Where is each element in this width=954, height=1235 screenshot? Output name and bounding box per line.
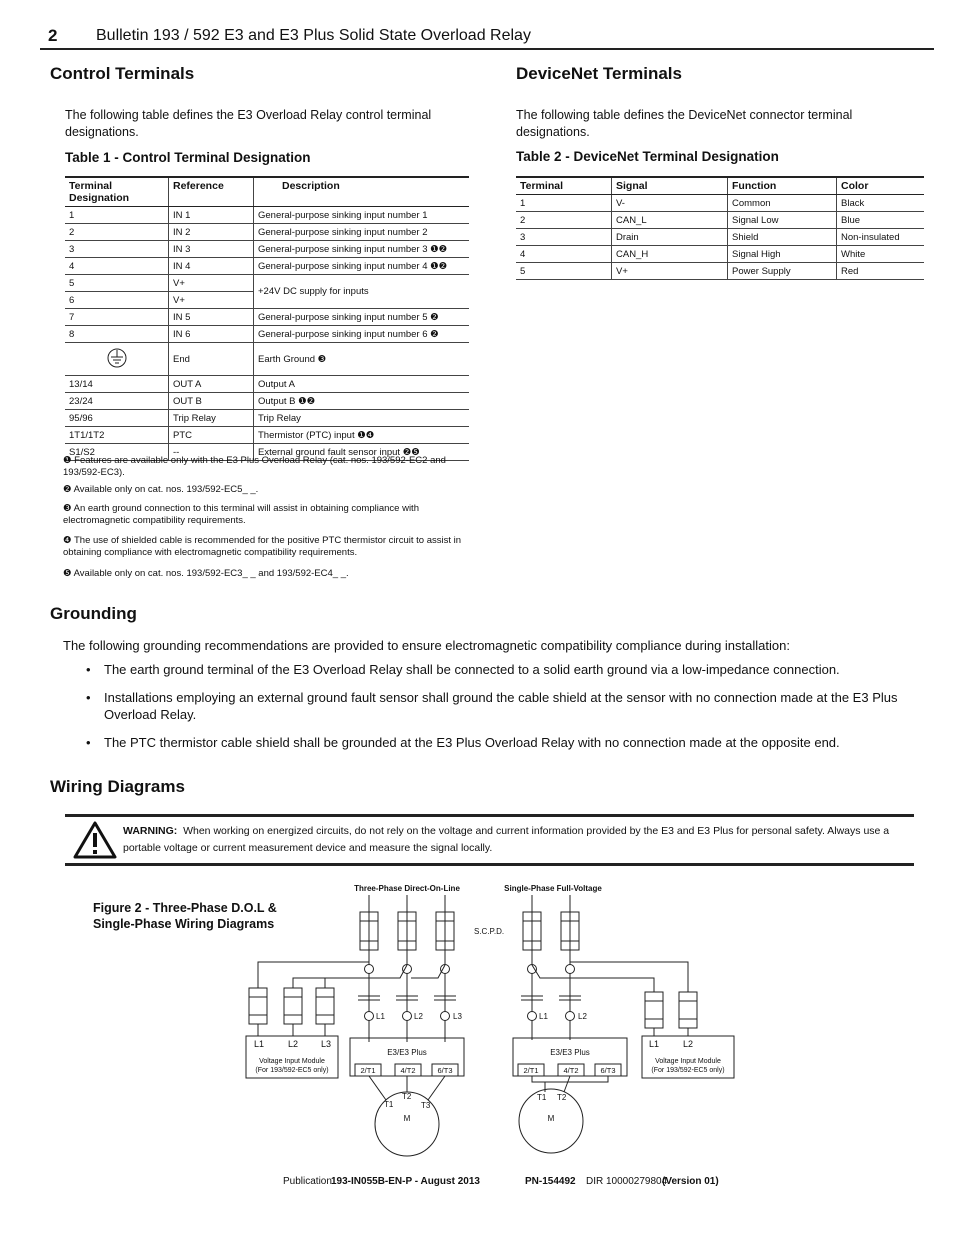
cell: 2 [65,224,169,241]
diagram-title-left: Three-Phase Direct-On-Line [354,884,460,893]
cell: Power Supply [728,263,837,280]
cell: General-purpose sinking input number 1 [254,207,470,224]
cell: General-purpose sinking input number 4 ❶❷ [254,258,470,275]
table-row [65,326,469,343]
diagram-title-right: Single-Phase Full-Voltage [504,884,602,893]
grounding-bullet-1 [86,661,924,678]
col-signal: Signal [612,177,728,195]
cell: Common [728,195,837,212]
cell: +24V DC supply for inputs [254,275,470,309]
table-row [65,224,469,241]
devicenet-terminal-table [516,176,924,280]
part-number: PN-154492 [525,1176,576,1187]
col-reference: Reference [169,177,254,207]
cell: General-purpose sinking input number 5 ❷ [254,309,470,326]
figure-caption-line-2: Single-Phase Wiring Diagrams [93,917,275,931]
vim-left-l1: L1 [254,1039,265,1049]
col-description: Description [254,177,470,207]
cell: Shield [728,229,837,246]
relay-right-4t2: 4/T2 [563,1066,579,1075]
cell: General-purpose sinking input number 3 ❶❷ [254,241,470,258]
cell: 13/14 [65,376,169,393]
cell: IN 1 [169,207,254,224]
footnote-2: ❷ Available only on cat. nos. 193/592-EC5_ _. [63,484,259,495]
cell: OUT A [169,376,254,393]
cell: 2 [516,212,612,229]
cell: Trip Relay [169,410,254,427]
cell: Black [837,195,925,212]
cell: 1 [516,195,612,212]
cell: V+ [612,263,728,280]
motor-left-t2: T2 [402,1092,412,1101]
cell: 1T1/1T2 [65,427,169,444]
cell: 4 [516,246,612,263]
motor-left-t1: T1 [384,1100,394,1109]
vim-left-l3: L3 [321,1039,332,1049]
cell: IN 6 [169,326,254,343]
cell: V+ [169,275,254,292]
table-row [65,309,469,326]
bullet-text: The earth ground terminal of the E3 Overload Relay shall be connected to a solid earth ground via a low-impedance connection. [104,662,840,677]
table-row [65,241,469,258]
col-terminal: Terminal [516,177,612,195]
table-row [516,229,924,246]
col-terminal-designation: Terminal Designation [65,177,169,207]
cell: Signal Low [728,212,837,229]
vim-right-l1: L1 [649,1039,660,1049]
label-l1: L1 [376,1012,385,1021]
table-row [65,393,469,410]
devicenet-intro: The following table defines the DeviceNet connector terminal designations. [516,108,853,139]
table-row [65,258,469,275]
scpd-label: S.C.P.D. [474,927,505,936]
cell: Output B ❶❷ [254,393,470,410]
cell: Thermistor (PTC) input ❶❹ [254,427,470,444]
vim-left-l2: L2 [288,1039,299,1049]
warning-message: When working on energized circuits, do not rely on the voltage and current information provided by the E3 and E3 Plus for personal safety. Always use a portable voltage or current measurement device and measure the signal locally. [123,825,890,854]
footnote-5: ❺ Available only on cat. nos. 193/592-EC3_ _ and 193/592-EC4_ _. [63,568,349,579]
earth-ground-icon [106,347,128,369]
table-row [516,246,924,263]
motor-right-t2: T2 [557,1093,567,1102]
page-number: 2 [48,26,58,45]
cell: 7 [65,309,169,326]
relay-left-4t2: 4/T2 [400,1066,416,1075]
cell: Signal High [728,246,837,263]
publication-label: Publication [283,1176,332,1187]
cell: Non-insulated [837,229,925,246]
table-row [516,263,924,280]
col-color: Color [837,177,925,195]
cell: White [837,246,925,263]
cell: General-purpose sinking input number 2 [254,224,470,241]
table1-caption: Table 1 - Control Terminal Designation [65,150,311,165]
bullet-dot: • [86,735,91,750]
label-l2-sp: L2 [578,1012,587,1021]
cell: IN 2 [169,224,254,241]
cell: IN 4 [169,258,254,275]
vim-left-label: Voltage Input Module [259,1058,325,1065]
grounding-intro: The following grounding recommendations are provided to ensure electromagnetic compatibility compliance during installation: [63,638,790,653]
bullet-dot: • [86,662,91,677]
cell: V+ [169,292,254,309]
vim-right-label: Voltage Input Module [655,1058,721,1065]
vim-right-l2: L2 [683,1039,694,1049]
table-row [65,275,469,292]
footnote-3: ❸ An earth ground connection to this terminal will assist in obtaining compliance with electromagnetic compatibility requirements. [63,503,419,526]
cell: 23/24 [65,393,169,410]
warning-text [123,823,903,857]
table-row [65,427,469,444]
table-row [516,212,924,229]
vim-left-sublabel: (For 193/592-EC5 only) [255,1067,329,1074]
grounding-bullet-2 [86,689,924,723]
page-title: Bulletin 193 / 592 E3 and E3 Plus Solid State Overload Relay [96,27,531,44]
table-row [516,195,924,212]
cell: IN 3 [169,241,254,258]
cell: 3 [516,229,612,246]
cell: 3 [65,241,169,258]
vim-right-sublabel: (For 193/592-EC5 only) [651,1067,725,1074]
devicenet-heading: DeviceNet Terminals [516,64,682,83]
control-intro: The following table defines the E3 Overload Relay control terminal designations. [65,108,432,139]
motor-left-t3: T3 [421,1101,431,1110]
cell: 5 [65,275,169,292]
label-l2: L2 [414,1012,423,1021]
bullet-text: The PTC thermistor cable shield shall be grounded at the E3 Plus Overload Relay with no connection made at the opposite end. [104,735,840,750]
dir-number: DIR 10000279804 [586,1176,668,1187]
table-header-row [65,177,469,207]
warning-box [65,814,914,866]
cell: Output A [254,376,470,393]
cell: Drain [612,229,728,246]
relay-right-6t3: 6/T3 [600,1066,616,1075]
cell: Trip Relay [254,410,470,427]
warning-triangle-icon [73,821,117,859]
motor-right-label: M [547,1114,555,1123]
cell: 95/96 [65,410,169,427]
col-function: Function [728,177,837,195]
wiring-heading: Wiring Diagrams [50,777,185,796]
cell: Blue [837,212,925,229]
cell: External ground fault sensor input ❷❺ [254,444,470,461]
control-terminals-heading: Control Terminals [50,64,195,83]
cell: -- [169,444,254,461]
label-l1-sp: L1 [539,1012,548,1021]
cell: Earth Ground ❸ [254,343,470,376]
table-header-row [516,177,924,195]
cell: IN 5 [169,309,254,326]
wiring-diagram [0,875,954,1160]
relay-left-2t1: 2/T1 [360,1066,376,1075]
table-row [65,343,469,376]
table-row [65,376,469,393]
cell: OUT B [169,393,254,410]
grounding-heading: Grounding [50,604,137,623]
cell: CAN_L [612,212,728,229]
cell: PTC [169,427,254,444]
relay-right-label: E3/E3 Plus [550,1048,590,1057]
page-header [40,26,934,50]
cell: 6 [65,292,169,309]
bullet-text: Installations employing an external ground fault sensor shall ground the cable shield at the sensor with no connection made at the E3 Plus Overload Relay. [104,690,898,722]
table-row [65,410,469,427]
relay-right-2t1: 2/T1 [523,1066,539,1075]
motor-left-label: M [403,1114,411,1123]
footnote-1: ❶ Features are available only with the E3 Plus Overload Relay (cat. nos. 193/592-EC2 and 193/592-EC3). [63,455,446,478]
cell: Red [837,263,925,280]
warning-label: WARNING: [123,825,178,837]
cell: 8 [65,326,169,343]
footnote-4: ❹ The use of shielded cable is recommended for the positive PTC thermistor circuit to assist in obtaining compliance with electromagnetic compatibility requirements. [63,535,462,558]
earth-ground-symbol-cell [65,343,169,376]
bullet-dot: • [86,690,91,705]
publication-number: 193-IN055B-EN-P - August 2013 [331,1176,480,1187]
control-terminal-table [65,176,469,461]
cell: V- [612,195,728,212]
cell: 1 [65,207,169,224]
cell: General-purpose sinking input number 6 ❷ [254,326,470,343]
motor-right-t1: T1 [537,1093,547,1102]
cell: CAN_H [612,246,728,263]
table2-caption: Table 2 - DeviceNet Terminal Designation [516,149,779,164]
grounding-bullet-3 [86,734,924,751]
cell: End [169,343,254,376]
version: (Version 01) [662,1176,719,1187]
cell: S1/S2 [65,444,169,461]
cell: 4 [65,258,169,275]
label-l3: L3 [453,1012,462,1021]
table-row [65,207,469,224]
relay-left-6t3: 6/T3 [437,1066,453,1075]
cell: 5 [516,263,612,280]
figure-caption-line-1: Figure 2 - Three-Phase D.O.L & [93,901,277,915]
relay-left-label: E3/E3 Plus [387,1048,427,1057]
